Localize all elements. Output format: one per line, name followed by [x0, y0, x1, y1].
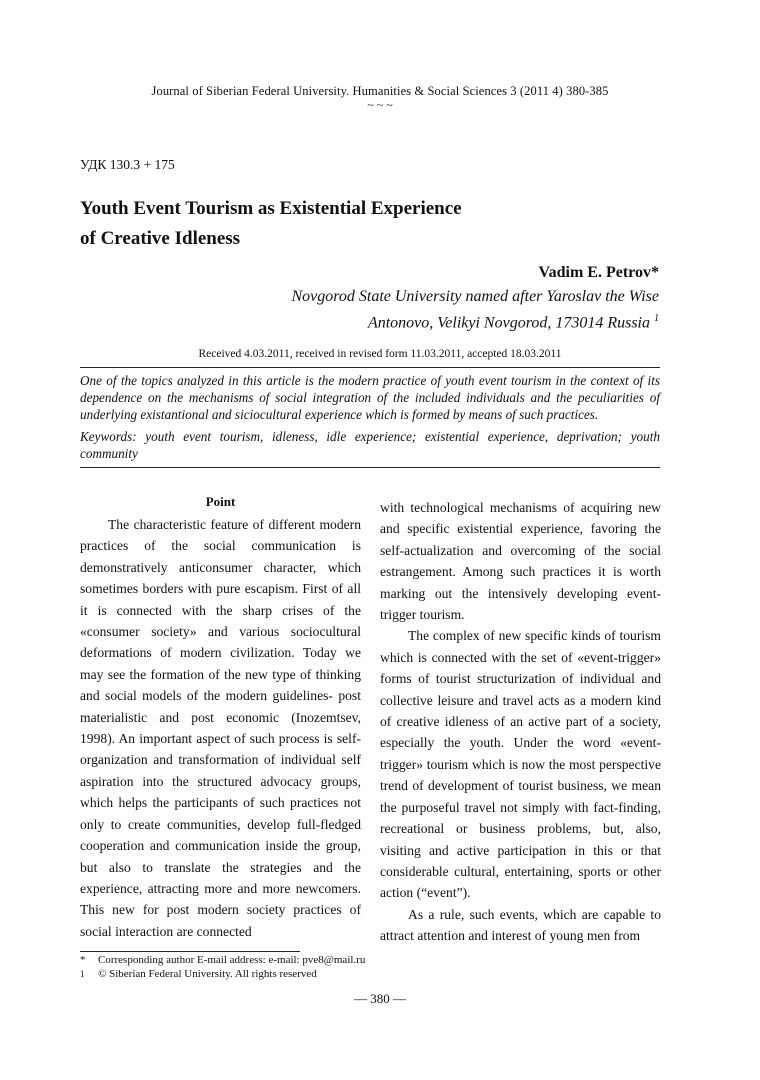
author-affiliation	[291, 286, 659, 334]
footnote	[80, 953, 365, 967]
udk-code: УДК 130.3 + 175	[80, 157, 175, 172]
affiliation-line-2	[291, 308, 659, 334]
body-paragraph: with technological mechanisms of acquiring new and specific existential experience, favoring the self-actualization and overcoming of the social estrangement. Among such practices it is worth marking out the intensively developing event-trigger tourism.	[380, 500, 661, 623]
right-column	[380, 497, 661, 947]
footnote-mark: *	[80, 954, 86, 966]
author-name: Vadim E. Petrov*	[538, 264, 659, 281]
title-line-2: of Creative Idleness	[80, 228, 241, 249]
section-heading: Point	[205, 494, 236, 509]
keywords-text: Keywords: youth event tourism, idleness, idle experience; existential experience, deprivation; youth community	[80, 429, 660, 461]
article-title	[80, 194, 600, 254]
footnote-mark: 1	[80, 969, 85, 979]
affiliation-footnote-mark: 1	[654, 313, 659, 324]
affiliation-address: Antonovo, Velikyi Novgorod, 173014 Russia	[367, 314, 654, 332]
footnote-rule	[80, 951, 300, 952]
body-paragraph: As a rule, such events, which are capable to attract attention and interest of young men from	[380, 906, 661, 944]
body-paragraph: The complex of new specific kinds of tourism which is connected with the set of «event-trigger» forms of tourist structurization of individual and collective leisure and travel acts as a modern kind of creative idleness of an active part of a society, especially the youth. Under the word «event-trigger» tourism which is now the most perspective trend of development of tourist business, we mean the purposeful travel not simply with fact-finding, recreational or business problems, but, also, visiting and active participation in this or that considerable cultural, entertaining, sports or other action (“event”).	[380, 628, 661, 901]
title-line-1: Youth Event Tourism as Existential Experience	[80, 198, 462, 219]
page-number: — 380 —	[354, 991, 406, 1006]
abstract-block	[80, 372, 660, 462]
abstract-bottom-rule	[80, 467, 660, 468]
body-paragraph: The characteristic feature of different modern practices of the social communication is demonstratively anticonsumer character, which sometimes borders with pure escapism. First of all it is connected with the sharp crises of the «consumer society» and various sociocultural deformations of modern civilization. Today we may see the formation of the new type of thinking and social models of the modern guidelines- post materialistic and post economic (Inozemtsev, 1998). An important aspect of such process is self-organization and transformation of individual self aspiration into the structured advocacy groups, which helps the participants of such practices not only to create communities, develop full-fledged cooperation and communication inside the group, but also to translate the strategies and the experience, attracting more and more newcomers. This new for post modern society practices of social interaction are connected	[80, 517, 361, 939]
abstract-top-rule	[80, 367, 660, 368]
header-ornament: ~ ~ ~	[367, 98, 393, 112]
affiliation-line-1: Novgorod State University named after Yaroslav the Wise	[291, 288, 659, 305]
received-dates: Received 4.03.2011, received in revised form 11.03.2011, accepted 18.03.2011	[198, 348, 562, 360]
journal-header: Journal of Siberian Federal University. Humanities & Social Sciences 3 (2011 4) 380-385	[151, 84, 609, 98]
abstract-text: One of the topics analyzed in this article is the modern practice of youth event tourism in the context of its dependence on the mechanisms of social integration of the included individuals and the peculiarities of underlying existantional and siciocultural experience which is formed by means of such practices.	[80, 373, 660, 422]
footnote	[80, 967, 317, 981]
left-column	[80, 492, 361, 942]
footnote-text: Corresponding author E-mail address: e-mail: pve8@mail.ru	[98, 954, 366, 966]
footnote-text: © Siberian Federal University. All rights reserved	[98, 968, 317, 980]
